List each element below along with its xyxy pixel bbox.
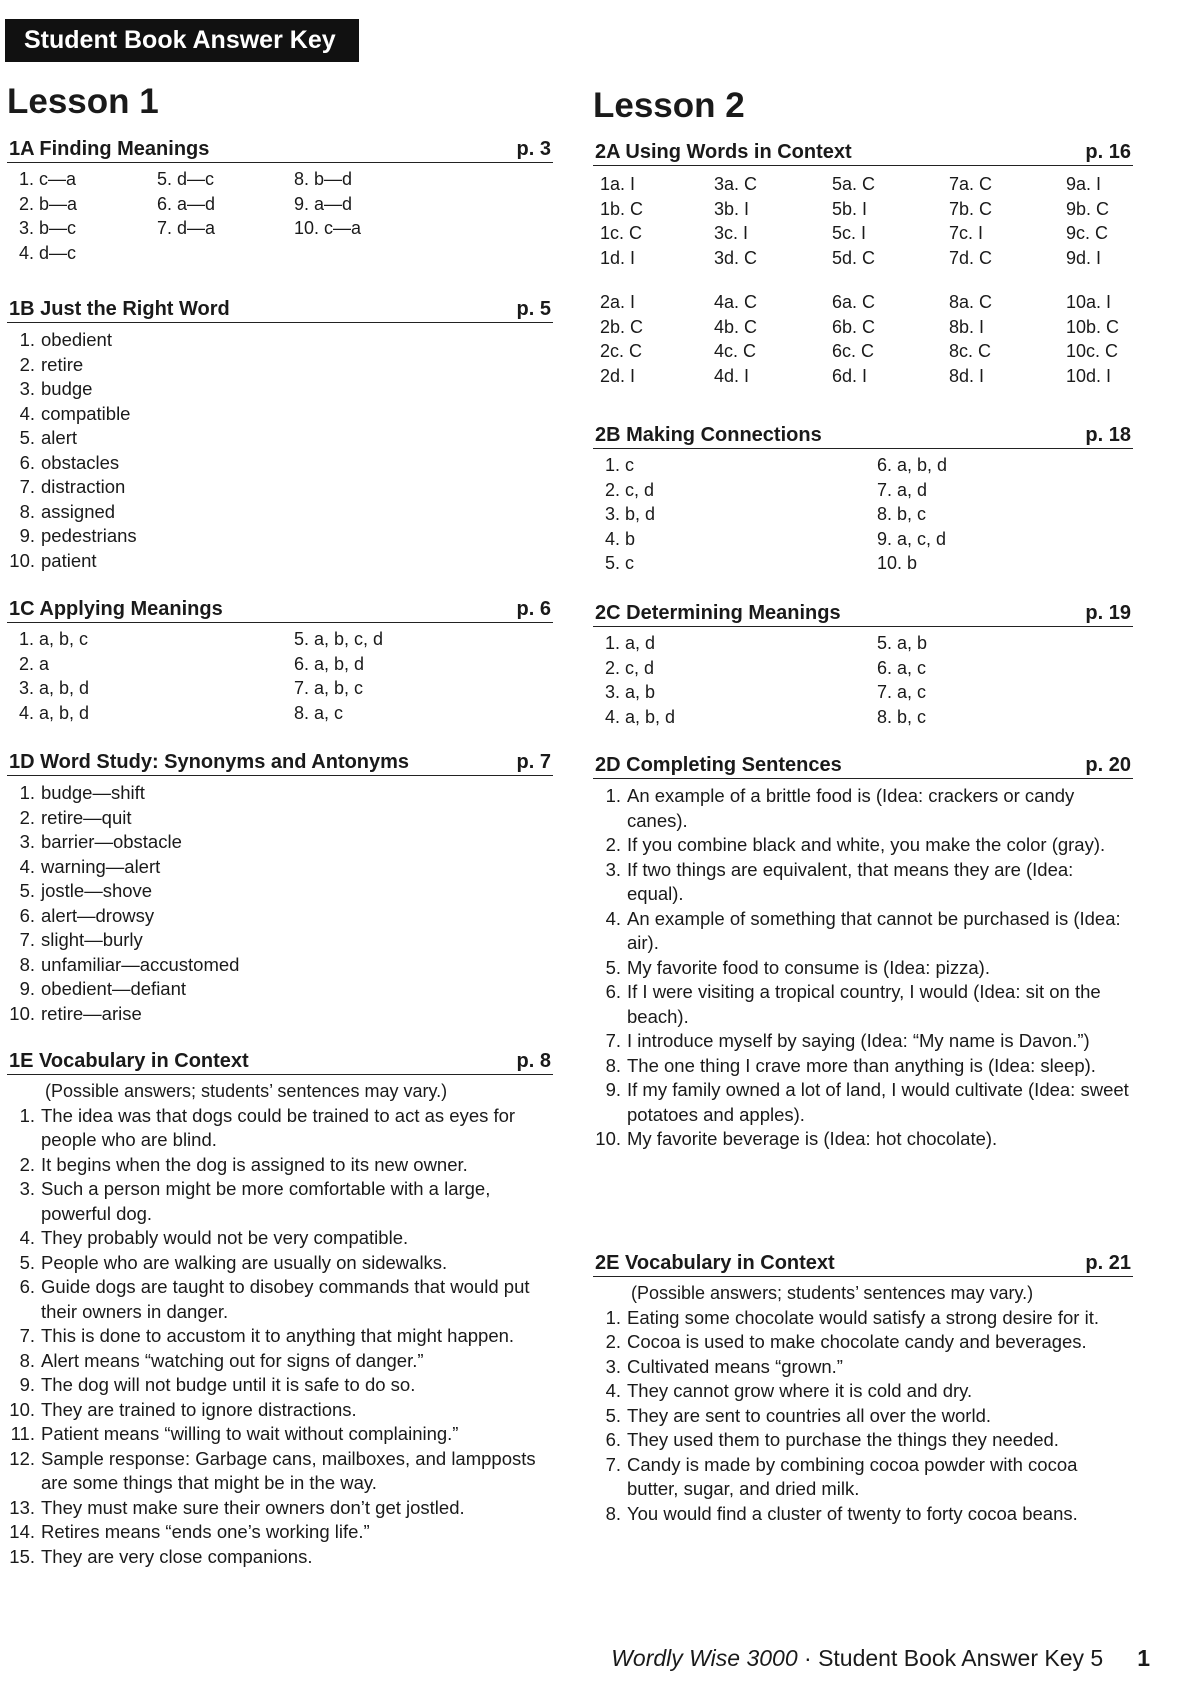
lesson-2-title: Lesson 2 (593, 86, 745, 125)
footer-key-label: Student Book Answer Key 5 (818, 1645, 1104, 1671)
section-title: 2E Vocabulary in Context (595, 1252, 835, 1274)
grid-column (832, 172, 949, 270)
section-2b (593, 420, 1133, 576)
answer: 10. b (877, 553, 918, 573)
list-item: 3. Cultivated means “grown.” (605, 1355, 843, 1377)
section-title: 1C Applying Meanings (9, 598, 223, 620)
list-item: 2. It begins when the dog is assigned to its new owner. (19, 1153, 468, 1175)
answer-grid (7, 627, 553, 725)
list-item: 7. distraction (19, 476, 126, 497)
answer: 7. a, b, c (294, 678, 364, 698)
answer: 4. d—c (19, 242, 77, 263)
list-item: 6. If I were visiting a tropical country, I would (Idea: sit on the beach). (605, 981, 1101, 1027)
answer: 2c. C (600, 341, 643, 361)
list-item: 4. An example of something that cannot be purchased is (Idea: air). (605, 907, 1121, 953)
answer: 6a. C (832, 292, 876, 312)
section-2e (593, 1248, 1133, 1526)
answer: 1b. C (600, 198, 644, 219)
footer-separator: · (804, 1645, 812, 1671)
answer: 4c. C (714, 341, 757, 361)
answer: 5a. C (832, 174, 876, 194)
answer: 1d. I (600, 247, 636, 268)
answer: 10a. I (1066, 292, 1112, 312)
answer: 9. a—d (294, 193, 353, 214)
list-item: 5. My favorite food to consume is (Idea: pizza). (605, 956, 990, 978)
answer: 10d. I (1066, 365, 1112, 386)
answer: 7d. C (949, 247, 993, 268)
list-item: 3. barrier—obstacle (19, 831, 182, 852)
answer: 2d. I (600, 365, 636, 386)
answer: 5c. I (832, 223, 867, 243)
answer: 7c. I (949, 223, 984, 243)
page-footer (611, 1645, 1150, 1672)
list-item: 4. They cannot grow where it is cold and dry. (605, 1380, 973, 1401)
answer: 6. a, c (877, 657, 927, 678)
section-1b (7, 294, 553, 573)
answer: 7. d—a (157, 218, 216, 238)
section-2d (593, 750, 1133, 1152)
answer: 10b. C (1066, 316, 1120, 337)
answer: 1. c—a (19, 169, 77, 189)
possible-answers-note: (Possible answers; students’ sentences may vary.) (631, 1283, 1034, 1303)
answer: 2. a (19, 653, 50, 674)
answer-grid (593, 290, 1133, 388)
answer: 4d. I (714, 365, 750, 386)
list-item: 9. The dog will not budge until it is safe to do so. (19, 1374, 416, 1395)
list-item: 4. compatible (19, 402, 131, 424)
answer: 8a. C (949, 292, 993, 312)
grid-column (294, 627, 534, 725)
list-item: 10. patient (9, 549, 97, 571)
list-item: 4. They probably would not be very compatible. (19, 1227, 409, 1248)
section-title: 2D Completing Sentences (595, 754, 842, 776)
page-ref: p. 7 (516, 751, 551, 773)
list-item: 2. retire—quit (19, 806, 132, 828)
list-item: 14. Retires means “ends one’s working life.” (9, 1521, 370, 1542)
answer: 9d. I (1066, 247, 1102, 268)
answer: 10. c—a (294, 218, 362, 238)
answer: 4. a, b, d (19, 702, 90, 723)
answer: 8c. C (949, 341, 992, 361)
list-item: 10. My favorite beverage is (Idea: hot chocolate). (595, 1128, 998, 1149)
section-title: 2B Making Connections (595, 424, 822, 446)
answer: 6. a—d (157, 193, 216, 214)
grid-column (877, 631, 1097, 729)
answer: 7a. C (949, 174, 993, 194)
answer-grid (7, 167, 553, 265)
grid-column (600, 290, 714, 388)
list-item: 1. Eating some chocolate would satisfy a strong desire for it. (605, 1306, 1099, 1328)
lesson-1-title: Lesson 1 (7, 82, 159, 121)
answer: 5. a, b (877, 633, 928, 653)
list-item: 13. They must make sure their owners don’t get jostled. (9, 1496, 465, 1518)
list-item: 8. The one thing I crave more than anything is (Idea: sleep). (605, 1054, 1096, 1076)
answer-key-banner: Student Book Answer Key (5, 19, 359, 62)
list-item: 3. Such a person might be more comfortable with a large, powerful dog. (19, 1178, 491, 1224)
grid-column (1066, 290, 1136, 388)
answer: 3. b—c (19, 218, 77, 238)
answer: 8b. I (949, 316, 985, 337)
answer-grid (593, 631, 1133, 729)
answer: 5b. I (832, 198, 868, 219)
answer: 2. c, d (605, 657, 655, 678)
list-item: 15. They are very close companions. (9, 1545, 313, 1567)
answer: 3c. I (714, 223, 749, 243)
answer: 8. b—d (294, 169, 353, 189)
answer: 5. c (605, 553, 635, 573)
answer-list (7, 328, 553, 573)
list-item: 7. Candy is made by combining cocoa powder with cocoa butter, sugar, and dried milk. (605, 1453, 1078, 1499)
answer: 8. b, c (877, 706, 927, 727)
answer: 1a. I (600, 174, 636, 194)
list-item: 5. People who are walking are usually on sidewalks. (19, 1251, 448, 1273)
answer: 9b. C (1066, 198, 1110, 219)
page-ref: p. 5 (516, 298, 551, 320)
page-ref: p. 21 (1085, 1252, 1131, 1274)
grid-column (157, 167, 294, 265)
page-ref: p. 16 (1085, 141, 1131, 163)
answer: 4b. C (714, 316, 758, 337)
answer: 4a. C (714, 292, 758, 312)
answer: 3. b, d (605, 504, 656, 524)
grid-column (1066, 172, 1136, 270)
answer: 2. b—a (19, 193, 78, 214)
list-item: 1. obedient (19, 329, 112, 350)
list-item: 8. assigned (19, 500, 116, 522)
answer: 8d. I (949, 365, 985, 386)
answer: 9c. C (1066, 223, 1109, 243)
page-ref: p. 3 (516, 138, 551, 160)
page-ref: p. 20 (1085, 754, 1131, 776)
grid-column (605, 453, 877, 576)
grid-column (714, 290, 832, 388)
list-item: 6. alert—drowsy (19, 904, 155, 926)
answer: 3b. I (714, 198, 750, 219)
answer: 6c. C (832, 341, 875, 361)
grid-column (294, 167, 494, 265)
list-item: 8. Alert means “watching out for signs of danger.” (19, 1349, 424, 1371)
section-title: 1B Just the Right Word (9, 298, 230, 320)
answer: 6. a, b, d (294, 653, 365, 674)
answer: 9a. I (1066, 174, 1102, 194)
grid-column (19, 167, 157, 265)
answer: 6b. C (832, 316, 876, 337)
answer: 4. b (605, 528, 636, 549)
answer-grid (593, 172, 1133, 270)
book-title: Wordly Wise 3000 (611, 1645, 798, 1671)
grid-column (949, 290, 1066, 388)
section-2c (593, 598, 1133, 729)
grid-column (877, 453, 1097, 576)
possible-answers-note: (Possible answers; students’ sentences may vary.) (45, 1081, 448, 1101)
section-1e (7, 1046, 553, 1569)
answer: 2a. I (600, 292, 636, 312)
list-item: 6. They used them to purchase the things they needed. (605, 1429, 1059, 1450)
page-ref: p. 19 (1085, 602, 1131, 624)
answer: 8. a, c (294, 702, 344, 723)
page-ref: p. 6 (516, 598, 551, 620)
list-item: 9. obedient—defiant (19, 978, 187, 999)
answer: 3. a, b (605, 682, 656, 702)
list-item: 9. pedestrians (19, 525, 137, 546)
answer: 7b. C (949, 198, 993, 219)
answer: 6d. I (832, 365, 868, 386)
list-item: 1. budge—shift (19, 782, 145, 803)
section-2a (593, 137, 1133, 388)
list-item: 12. Sample response: Garbage cans, mailboxes, and lampposts are some things that might be in the way. (9, 1447, 536, 1493)
answer: 5. a, b, c, d (294, 629, 384, 649)
section-1a (7, 134, 553, 265)
answer: 6. a, b, d (877, 455, 948, 475)
answer: 3d. C (714, 247, 758, 268)
answer-grid (593, 453, 1133, 576)
answer-list (593, 784, 1133, 1152)
list-item: 11. Patient means “willing to wait without complaining.” (10, 1423, 459, 1444)
list-item: 3. If two things are equivalent, that means they are (Idea: equal). (605, 858, 1074, 904)
list-item: 8. You would find a cluster of twenty to forty cocoa beans. (605, 1502, 1078, 1524)
list-item: 10. They are trained to ignore distractions. (9, 1398, 357, 1420)
section-title: 2C Determining Meanings (595, 602, 841, 624)
section-title: 1E Vocabulary in Context (9, 1050, 249, 1072)
section-1c (7, 594, 553, 725)
list-item: 5. They are sent to countries all over the world. (605, 1404, 992, 1426)
grid-column (605, 631, 877, 729)
answer-list (7, 1104, 553, 1570)
answer-list (7, 781, 553, 1026)
answer: 1. a, b, c (19, 629, 89, 649)
answer: 3. a, b, d (19, 678, 90, 698)
page-ref: p. 8 (516, 1050, 551, 1072)
answer: 2. c, d (605, 479, 655, 500)
answer: 4. a, b, d (605, 706, 676, 727)
answer: 7. a, d (877, 479, 928, 500)
answer: 8. b, c (877, 504, 927, 524)
list-item: 7. This is done to accustom it to anything that might happen. (19, 1325, 515, 1346)
answer: 3a. C (714, 174, 758, 194)
answer: 2b. C (600, 316, 644, 337)
grid-column (832, 290, 949, 388)
list-item: 9. If my family owned a lot of land, I would cultivate (Idea: sweet potatoes and apples). (605, 1079, 1129, 1125)
list-item: 1. An example of a brittle food is (Idea: crackers or candy canes). (605, 785, 1075, 831)
list-item: 2. retire (19, 353, 84, 375)
grid-column (600, 172, 714, 270)
section-title: 1D Word Study: Synonyms and Antonyms (9, 751, 410, 773)
list-item: 1. The idea was that dogs could be trained to act as eyes for people who are blind. (19, 1104, 516, 1150)
answer: 7. a, c (877, 682, 927, 702)
list-item: 2. If you combine black and white, you make the color (gray). (605, 834, 1106, 855)
answer: 1. a, d (605, 633, 656, 653)
grid-column (714, 172, 832, 270)
answer: 1c. C (600, 223, 643, 243)
list-item: 6. Guide dogs are taught to disobey commands that would put their owners in danger. (19, 1276, 530, 1322)
list-item: 3. budge (19, 378, 93, 399)
list-item: 5. alert (19, 427, 77, 448)
footer-book-line (611, 1645, 1103, 1672)
list-item: 6. obstacles (19, 451, 120, 473)
answer: 5. d—c (157, 169, 215, 189)
section-title: 1A Finding Meanings (9, 138, 210, 160)
grid-column (949, 172, 1066, 270)
list-item: 4. warning—alert (19, 855, 161, 877)
answer: 10c. C (1066, 341, 1119, 361)
list-item: 7. I introduce myself by saying (Idea: “My name is Davon.”) (605, 1030, 1090, 1051)
list-item: 5. jostle—shove (19, 880, 153, 901)
answer: 1. c (605, 455, 635, 475)
list-item: 2. Cocoa is used to make chocolate candy and beverages. (605, 1331, 1087, 1352)
section-title: 2A Using Words in Context (595, 141, 852, 163)
list-item: 10. retire—arise (9, 1002, 142, 1024)
list-item: 7. slight—burly (19, 929, 143, 950)
answer: 5d. C (832, 247, 876, 268)
page-ref: p. 18 (1085, 424, 1131, 446)
grid-column (19, 627, 294, 725)
answer-list (593, 1306, 1133, 1527)
page-number: 1 (1137, 1645, 1150, 1671)
list-item: 8. unfamiliar—accustomed (19, 953, 240, 975)
section-1d (7, 747, 553, 1026)
answer: 9. a, c, d (877, 528, 947, 549)
